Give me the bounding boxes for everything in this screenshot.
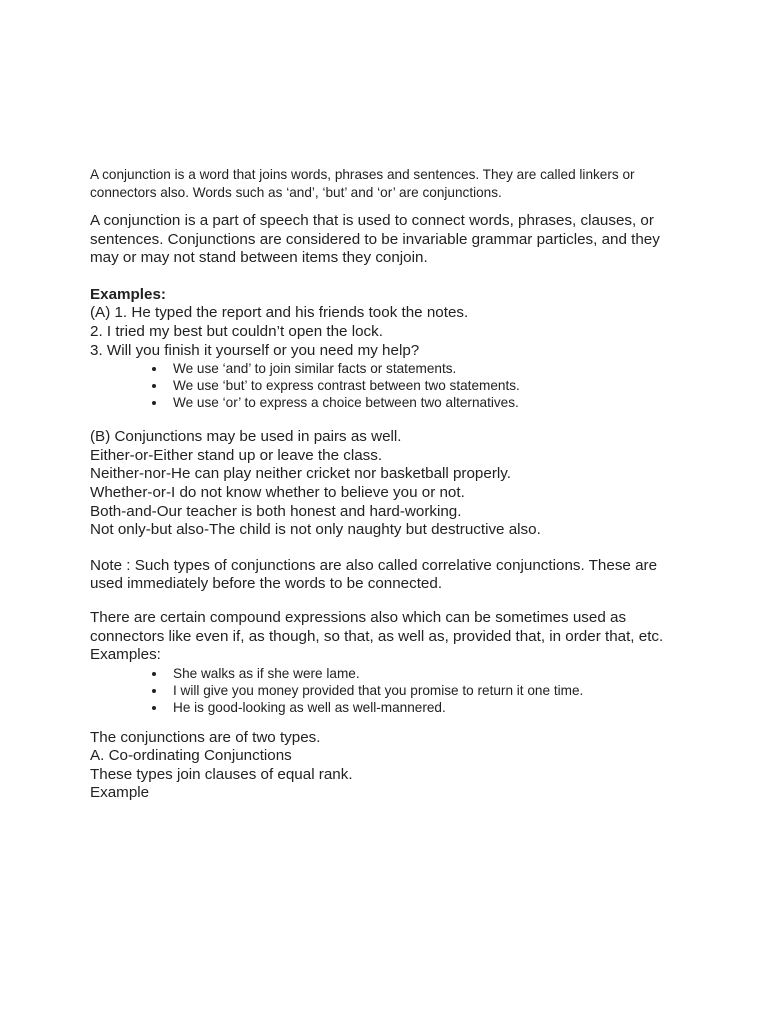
example-line: 2. I tried my best but couldn’t open the lock.	[90, 322, 383, 340]
text-line: The conjunctions are of two types.	[90, 728, 321, 746]
text-line: A. Co-ordinating Conjunctions	[90, 747, 292, 765]
text-line: Examples:	[90, 646, 161, 664]
list-item: He is good-looking as well as well-mannered.	[90, 699, 680, 716]
text-line: sentences. Conjunctions are considered to be invariable grammar particles, and they	[90, 230, 660, 248]
list-item: We use ‘or’ to express a choice between two alternatives.	[90, 394, 680, 411]
text-line: These types join clauses of equal rank.	[90, 765, 353, 783]
pair-line: Both-and-Our teacher is both honest and hard-working.	[90, 502, 462, 520]
list-item: She walks as if she were lame.	[90, 665, 680, 682]
pair-line: Neither-nor-He can play neither cricket nor basketball properly.	[90, 465, 511, 483]
list-item: We use ‘but’ to express contrast between two statements.	[90, 377, 680, 394]
list-item: I will give you money provided that you promise to return it one time.	[90, 682, 680, 699]
text-line: used immediately before the words to be connected.	[90, 575, 443, 593]
intro-paragraph-small	[90, 166, 680, 202]
note-paragraph	[90, 557, 680, 594]
example-line: 3. Will you finish it yourself or you need my help?	[90, 341, 420, 359]
text-line: A conjunction is a part of speech that is used to connect words, phrases, clauses, or	[90, 212, 654, 229]
text-line: connectors also. Words such as ‘and’, ‘but’ and ‘or’ are conjunctions.	[90, 185, 502, 200]
pair-line: (B) Conjunctions may be used in pairs as well.	[90, 428, 402, 446]
pair-line: Whether-or-I do not know whether to believe you or not.	[90, 483, 465, 501]
text-line: A conjunction is a word that joins words, phrases and sentences. They are called linkers or	[90, 167, 635, 182]
document-body	[90, 166, 680, 803]
paired-conjunctions-section	[90, 428, 680, 540]
pair-line: Not only-but also-The child is not only naughty but destructive also.	[90, 521, 541, 539]
list-item: We use ‘and’ to join similar facts or statements.	[90, 360, 680, 377]
pair-line: Either-or-Either stand up or leave the class.	[90, 446, 383, 464]
intro-paragraph-large	[90, 212, 680, 268]
text-line: connectors like even if, as though, so that, as well as, provided that, in order that, etc.	[90, 627, 664, 645]
examples-section	[90, 286, 680, 360]
compound-expressions-paragraph	[90, 609, 680, 665]
text-line: Note : Such types of conjunctions are also called correlative conjunctions. These are	[90, 556, 658, 574]
examples-heading: Examples:	[90, 285, 166, 303]
conjunction-types-paragraph	[90, 729, 680, 803]
usage-bullet-list	[90, 360, 680, 411]
text-line: There are certain compound expressions also which can be sometimes used as	[90, 608, 627, 626]
compound-examples-list	[90, 665, 680, 716]
text-line: Example	[90, 784, 150, 802]
text-line: may or may not stand between items they conjoin.	[90, 249, 428, 267]
example-line: (A) 1. He typed the report and his friends took the notes.	[90, 304, 469, 322]
